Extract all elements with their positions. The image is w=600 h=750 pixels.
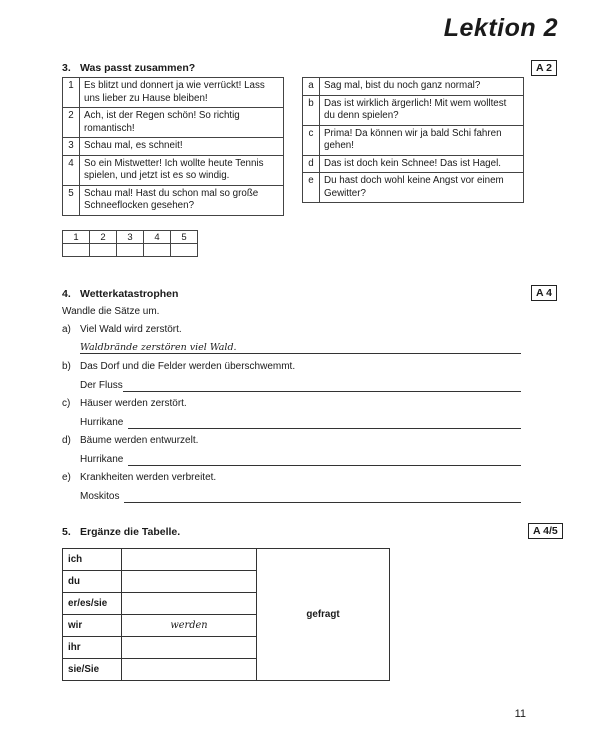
lesson-title: Lektion 2 [443, 14, 558, 42]
answer-grid-number: 4 [144, 231, 171, 244]
item-label: a) [62, 324, 71, 335]
match-left-text: Schau mal, es schneit! [80, 138, 284, 156]
match-table-right [302, 77, 524, 203]
exercise-4-heading: Wetterkatastrophen [80, 288, 179, 300]
match-right-text: Du hast doch wohl keine Angst vor einem Gewitter? [320, 173, 524, 203]
match-left-text: Ach, ist der Regen schön! So richtig romantisch! [80, 108, 284, 138]
item-prefix: Hurrikane [80, 417, 124, 428]
match-left-text: Es blitzt und donnert ja wie verrückt! Lass uns lieber zu Hause bleiben! [80, 78, 284, 108]
exercise-5-heading: Ergänze die Tabelle. [80, 526, 181, 538]
match-right-text: Sag mal, bist du noch ganz normal? [320, 78, 524, 96]
answer-grid-number: 2 [90, 231, 117, 244]
item-prefix: Moskitos [80, 491, 120, 502]
match-right-key: e [303, 173, 320, 203]
answer-line[interactable] [128, 428, 521, 429]
answer-cell[interactable] [117, 244, 144, 257]
answer-grid-inputs [63, 244, 198, 257]
verb-form-cell[interactable] [122, 659, 257, 681]
conjugation-table [62, 548, 390, 681]
answer-cell[interactable] [63, 244, 90, 257]
exercise-4-number: 4. [62, 288, 71, 300]
match-right-row [303, 78, 524, 96]
exercise-3-heading: Was passt zusammen? [80, 62, 196, 74]
match-left-key: 5 [63, 185, 80, 215]
pronoun-cell: ich [63, 549, 122, 571]
pronoun-cell: er/es/sie [63, 593, 122, 615]
pronoun-cell: du [63, 571, 122, 593]
verb-form-cell[interactable] [122, 593, 257, 615]
match-right-text: Das ist wirklich ärgerlich! Mit wem wolltest du denn spielen? [320, 95, 524, 125]
match-right-row [303, 155, 524, 173]
verb-form-cell[interactable] [122, 637, 257, 659]
match-right-row [303, 173, 524, 203]
match-left-key: 2 [63, 108, 80, 138]
answer-line[interactable] [128, 465, 521, 466]
answer-grid [62, 230, 198, 257]
match-left-key: 1 [63, 78, 80, 108]
item-sentence: Bäume werden entwurzelt. [80, 435, 199, 446]
match-left-text: So ein Mistwetter! Ich wollte heute Tennis spielen, und jetzt ist es so windig. [80, 155, 284, 185]
match-right-text: Prima! Da können wir ja bald Schi fahren gehen! [320, 125, 524, 155]
match-left-row [63, 78, 284, 108]
match-right-key: a [303, 78, 320, 96]
item-label: e) [62, 472, 71, 483]
match-right-text: Das ist doch kein Schnee! Das ist Hagel. [320, 155, 524, 173]
item-answer: Waldbrände zerstören viel Wald. [80, 342, 237, 353]
answer-line[interactable] [124, 502, 521, 503]
match-table-left [62, 77, 284, 216]
answer-grid-number: 5 [171, 231, 198, 244]
match-right-key: c [303, 125, 320, 155]
exercise-4-badge: A 4 [531, 285, 557, 301]
participle-cell: gefragt [257, 549, 390, 681]
item-sentence: Häuser werden zerstört. [80, 398, 187, 409]
verb-form-cell[interactable] [122, 549, 257, 571]
pronoun-cell: wir [63, 615, 122, 637]
answer-cell[interactable] [144, 244, 171, 257]
answer-line[interactable] [123, 391, 521, 392]
answer-grid-number: 1 [63, 231, 90, 244]
match-left-row [63, 108, 284, 138]
answer-line[interactable] [80, 353, 521, 354]
answer-grid-header [63, 231, 198, 244]
exercise-5-badge: A 4/5 [528, 523, 563, 539]
match-left-row [63, 138, 284, 156]
item-sentence: Das Dorf und die Felder werden überschwemmt. [80, 361, 296, 372]
exercise-5-title [62, 526, 180, 538]
exercise-4-title [62, 288, 178, 300]
item-label: b) [62, 361, 71, 372]
match-right-key: b [303, 95, 320, 125]
exercise-3-title [62, 62, 195, 74]
match-left-text: Schau mal! Hast du schon mal so große Schneeflocken gesehen? [80, 185, 284, 215]
page-number: 11 [514, 708, 526, 720]
verb-form-cell[interactable] [122, 571, 257, 593]
item-prefix: Hurrikane [80, 454, 124, 465]
conjugation-row [63, 549, 390, 571]
match-left-key: 3 [63, 138, 80, 156]
item-prefix: Der Fluss [80, 380, 123, 391]
match-right-row [303, 95, 524, 125]
exercise-5-number: 5. [62, 526, 71, 538]
match-right-row [303, 125, 524, 155]
match-left-row [63, 155, 284, 185]
answer-grid-number: 3 [117, 231, 144, 244]
exercise-3-number: 3. [62, 62, 71, 74]
item-label: d) [62, 435, 71, 446]
answer-cell[interactable] [90, 244, 117, 257]
exercise-3-badge: A 2 [531, 60, 557, 76]
item-sentence: Viel Wald wird zerstört. [80, 324, 182, 335]
pronoun-cell: sie/Sie [63, 659, 122, 681]
verb-form-cell[interactable]: werden [122, 615, 257, 637]
match-right-key: d [303, 155, 320, 173]
match-left-key: 4 [63, 155, 80, 185]
item-sentence: Krankheiten werden verbreitet. [80, 472, 217, 483]
exercise-4-instruction: Wandle die Sätze um. [62, 306, 160, 317]
answer-cell[interactable] [171, 244, 198, 257]
pronoun-cell: ihr [63, 637, 122, 659]
item-label: c) [62, 398, 71, 409]
match-left-row [63, 185, 284, 215]
